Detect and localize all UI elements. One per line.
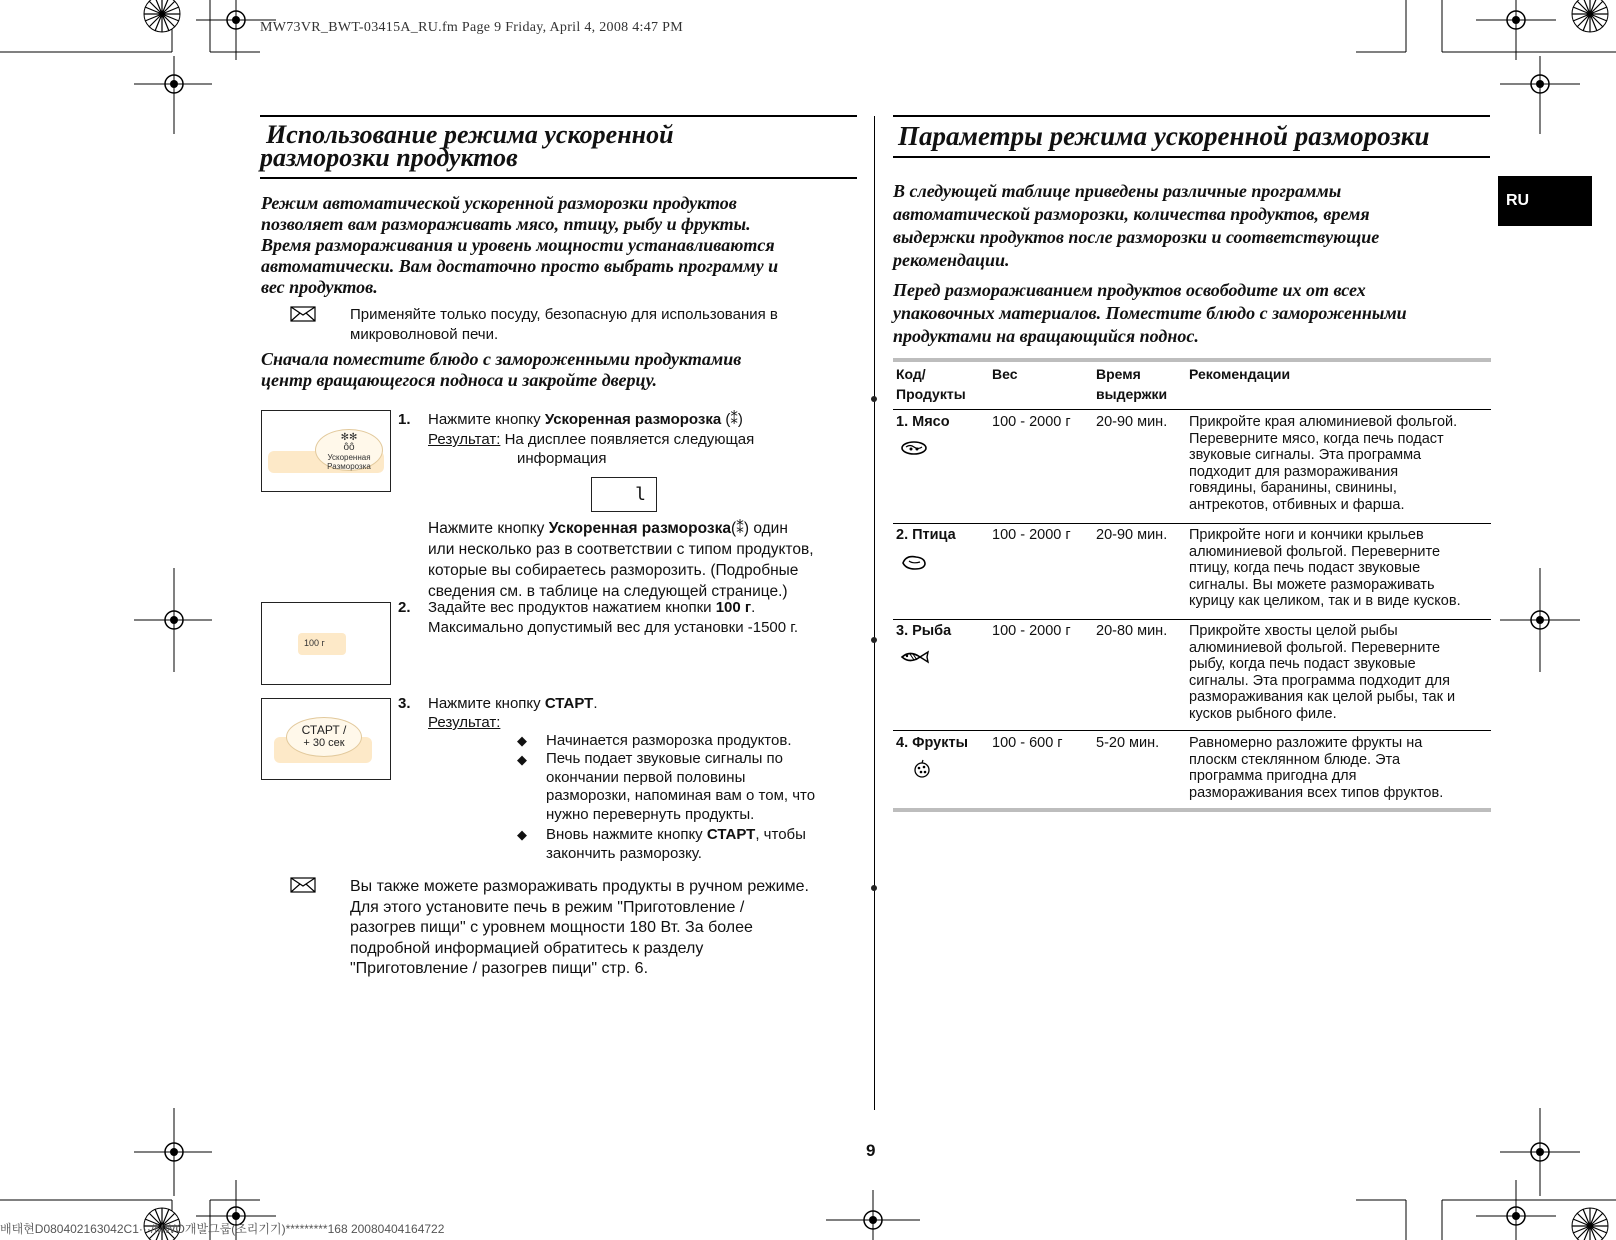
result-text: На дисплее появляется следующая (504, 431, 755, 448)
header-weight (992, 364, 1096, 414)
step-text: . (593, 695, 598, 712)
row-divider (893, 730, 1491, 731)
page-number: 9 (866, 1141, 876, 1160)
start-button-label: СТАРТ / (301, 723, 347, 737)
rec-line: Переверните мясо, когда печь подаст (1189, 430, 1444, 447)
step-text-bold: Ускоренная разморозка (548, 520, 731, 537)
step-text: сведения см. в таблице на следующей странице.) (428, 583, 788, 600)
divider-dot (871, 885, 877, 891)
step-text-bold: Ускоренная разморозка (544, 411, 722, 428)
step2-text (428, 598, 798, 638)
result-label: Результат: (428, 431, 501, 448)
weight-button[interactable] (298, 633, 346, 655)
title-rule-top (893, 115, 1490, 117)
footer-slug: 배태현D080402163042C1···/MWO개발그룹(조리기기)*********168 20080404164722 (0, 1222, 445, 1236)
rec-line: сигналы. Вы можете размораживать (1189, 576, 1435, 593)
step-text: (⁑) один (730, 520, 788, 537)
diamond-bullet-icon: ◆ (517, 733, 527, 748)
note-line: Вы также можете размораживать продукты в ручном режиме. (350, 878, 809, 895)
intro-line: рекомендации. (893, 250, 1010, 270)
result-label-text: Результат: (428, 714, 501, 731)
rec-line: антрекотов, отбивных и фарша. (1189, 496, 1405, 513)
rec-line: говядины, баранины, свинины, (1189, 480, 1397, 497)
row-time: 20-90 мин. (1096, 414, 1168, 430)
defrost-button[interactable] (315, 429, 383, 471)
defrost-button-label: Ускоренная (327, 453, 371, 462)
intro-line: позволяет вам размораживать мясо, птицу, рыбу и фрукты. (261, 214, 751, 234)
row-weight: 100 - 2000 г (992, 414, 1071, 430)
step1-text (428, 410, 743, 430)
step-text: или несколько раз в соответствии с типом продуктов, (428, 541, 814, 558)
step-text: Нажмите кнопку (428, 411, 545, 428)
instruction-line: Сначала поместите блюдо с замороженными продуктамив (261, 349, 742, 369)
header-label: Код/ Продукты (896, 366, 966, 402)
instruction-line: центр вращающегося подноса и закройте дверцу. (261, 370, 658, 390)
column-divider (874, 116, 875, 1110)
row-recommendation (1189, 414, 1457, 514)
step1-result (428, 430, 754, 450)
row-divider (893, 523, 1491, 524)
intro-line: упаковочных материалов. Поместите блюдо с замороженными (893, 303, 1407, 323)
rec-line: звуковые сигналы. Эта программа (1189, 447, 1422, 464)
bullet-text (546, 825, 806, 863)
header-time (1096, 364, 1189, 414)
row-weight: 100 - 600 г (992, 735, 1063, 751)
note-line: Применяйте только посуду, безопасную для использования в (350, 306, 778, 323)
title-rule-bottom (260, 177, 857, 179)
note-text (350, 877, 809, 980)
rec-line: курицу как целиком, так и в виде кусков. (1189, 593, 1461, 610)
row-code: 2. Птица (896, 527, 956, 543)
bullet-line: Вновь нажмите кнопку (546, 826, 707, 843)
step-text: Нажмите кнопку (428, 520, 549, 537)
diamond-bullet-icon: ◆ (517, 827, 527, 842)
rec-line: Равномерно разложите фрукты на (1189, 735, 1423, 751)
step-text: которые вы собираетесь разморозить. (Подробные (428, 562, 799, 579)
step-text: Максимально допустимый вес для установки -1500 г. (428, 619, 799, 636)
bullet-text (546, 750, 815, 824)
table-header-row (896, 364, 1491, 414)
intro-line: Режим автоматической ускоренной разморозки продуктов (261, 193, 737, 213)
row-code: 3. Рыба (896, 623, 952, 639)
bullet-line: нужно перевернуть продукты. (546, 805, 755, 823)
note-line: "Приготовление / разогрев пищи" стр. 6. (350, 960, 649, 977)
defrost-table (896, 364, 1491, 414)
step-number: 1. (398, 411, 411, 428)
right-intro2 (893, 279, 1407, 348)
intro-line: В следующей таблице приведены различные программы (893, 181, 1342, 201)
intro-line: автоматической разморозки, количества продуктов, время (893, 204, 1370, 224)
rec-line: Прикройте хвосты целой рыбы (1189, 623, 1398, 639)
bullet-line-bold: СТАРТ (706, 826, 756, 843)
rec-line: сигналы. Эта программа подходит для (1189, 672, 1450, 689)
title-rule-bottom (893, 156, 1490, 158)
step-text: Задайте вес продуктов нажатием кнопки (428, 599, 716, 616)
rec-line: алюминиевой фольгой. Переверните (1189, 543, 1441, 560)
note-line: подробной информацией обратитесь к разделу (350, 939, 704, 957)
intro-line: Перед размораживанием продуктов освободите их от всех (893, 280, 1366, 300)
note-line: микроволновой печи. (350, 326, 499, 343)
divider-dot (871, 637, 877, 643)
rec-line: кусков рыбного филе. (1189, 705, 1337, 722)
start-button-label: + 30 сек (303, 737, 345, 749)
control-panel-defrost (261, 410, 391, 492)
left-intro (261, 193, 778, 298)
row-time: 20-90 мин. (1096, 527, 1168, 543)
display-box (591, 477, 657, 512)
file-info: MW73VR_BWT-03415A_RU.fm Page 9 Friday, April 4, 2008 4:47 PM (260, 20, 683, 35)
bullet-line: , чтобы (755, 826, 806, 843)
title-rule-top (260, 115, 857, 117)
row-divider (893, 619, 1491, 620)
rec-line: размораживания всех типов фруктов. (1189, 784, 1444, 801)
snowflake-icon: ✻✻ ôô (340, 432, 358, 453)
step-text: (⁑) (721, 411, 743, 428)
rec-line: плоскм стеклянном блюде. Эта (1189, 751, 1401, 768)
left-title-line1: Использование режима ускоренной (266, 120, 674, 149)
defrost-button-label: Разморозка (327, 462, 371, 471)
row-time: 20-80 мин. (1096, 623, 1168, 639)
bullet-line: окончании первой половины (546, 768, 746, 786)
language-tab-label: RU (1506, 192, 1530, 209)
row-time: 5-20 мин. (1096, 735, 1160, 751)
row-weight: 100 - 2000 г (992, 623, 1071, 639)
rec-line: Прикройте ноги и кончики крыльев (1189, 527, 1424, 543)
bullet-line: Печь подает звуковые сигналы по (546, 750, 784, 767)
step3-text (428, 694, 597, 714)
note-icon (290, 306, 316, 322)
table-bottom-rule (893, 808, 1491, 812)
intro-line: выдержки продуктов после разморозки и соответствующие (893, 227, 1380, 247)
intro-line: Время размораживания и уровень мощности устанавливаются (261, 235, 775, 255)
meat-icon (900, 440, 928, 456)
divider-dot (871, 396, 877, 402)
instruction (261, 349, 741, 391)
row-weight: 100 - 2000 г (992, 527, 1071, 543)
bullet-text: Начинается разморозка продуктов. (546, 732, 792, 749)
header-recommendations (1189, 364, 1491, 414)
table-top-rule (893, 358, 1491, 362)
step-text-bold: СТАРТ (544, 695, 594, 712)
row-recommendation (1189, 735, 1443, 801)
rec-line: подходит для размораживания (1189, 463, 1399, 480)
step1-more (428, 518, 814, 602)
rec-line: птицу, когда печь подаст звуковые (1189, 560, 1421, 577)
rec-line: размораживания как целой рыбы, так и (1189, 689, 1456, 706)
control-panel-weight (261, 602, 391, 685)
result-text: информация (517, 450, 607, 467)
step-text: Нажмите кнопку (428, 695, 545, 712)
row-code: 1. Мясо (896, 414, 950, 430)
step-number: 2. (398, 599, 411, 616)
fruit-icon (912, 759, 932, 779)
right-title: Параметры режима ускоренной разморозки (898, 121, 1430, 151)
poultry-icon (900, 553, 928, 571)
header-label: Рекомендации (1189, 366, 1291, 382)
diamond-bullet-icon: ◆ (517, 752, 527, 767)
fish-icon (900, 649, 930, 665)
header-label: Время выдержки (1096, 366, 1168, 402)
left-title-line2: разморозки продуктов (260, 143, 518, 172)
rec-line: Прикройте края алюминиевой фольгой. (1189, 414, 1458, 430)
rec-line: алюминиевой фольгой. Переверните (1189, 639, 1441, 656)
bullet-line: разморозки, напоминая вам о том, что (546, 787, 816, 804)
row-code: 4. Фрукты (896, 735, 968, 751)
bullet-line: закончить разморозку. (546, 845, 702, 862)
step-text-bold: 100 г (715, 599, 752, 616)
rec-line: программа пригодна для (1189, 768, 1357, 785)
weight-button-label: 100 г (304, 638, 325, 648)
note-text (350, 305, 778, 345)
right-intro1 (893, 180, 1379, 272)
row-recommendation (1189, 623, 1455, 723)
rec-line: рыбу, когда печь подаст звуковые (1189, 656, 1416, 673)
control-panel-start (261, 698, 391, 780)
display-value: l (635, 484, 646, 505)
note-line: разогрев пищи" с уровнем мощности 180 Вт. За более (350, 919, 753, 936)
start-button[interactable] (286, 717, 362, 757)
step-text: . (751, 599, 756, 616)
intro-line: автоматически. Вам достаточно просто выбрать программу и (261, 256, 779, 276)
intro-line: вес продуктов. (261, 277, 378, 297)
language-tab (1498, 176, 1592, 226)
header-code (896, 364, 992, 414)
result-label (428, 713, 500, 733)
row-recommendation (1189, 527, 1461, 610)
row-divider (893, 409, 1491, 410)
note-icon (290, 877, 316, 893)
step-number: 3. (398, 695, 411, 712)
intro-line: продуктами на вращающийся поднос. (893, 326, 1199, 346)
note-line: Для этого установите печь в режим "Приготовление / (350, 898, 745, 916)
header-label: Вес (992, 366, 1018, 382)
